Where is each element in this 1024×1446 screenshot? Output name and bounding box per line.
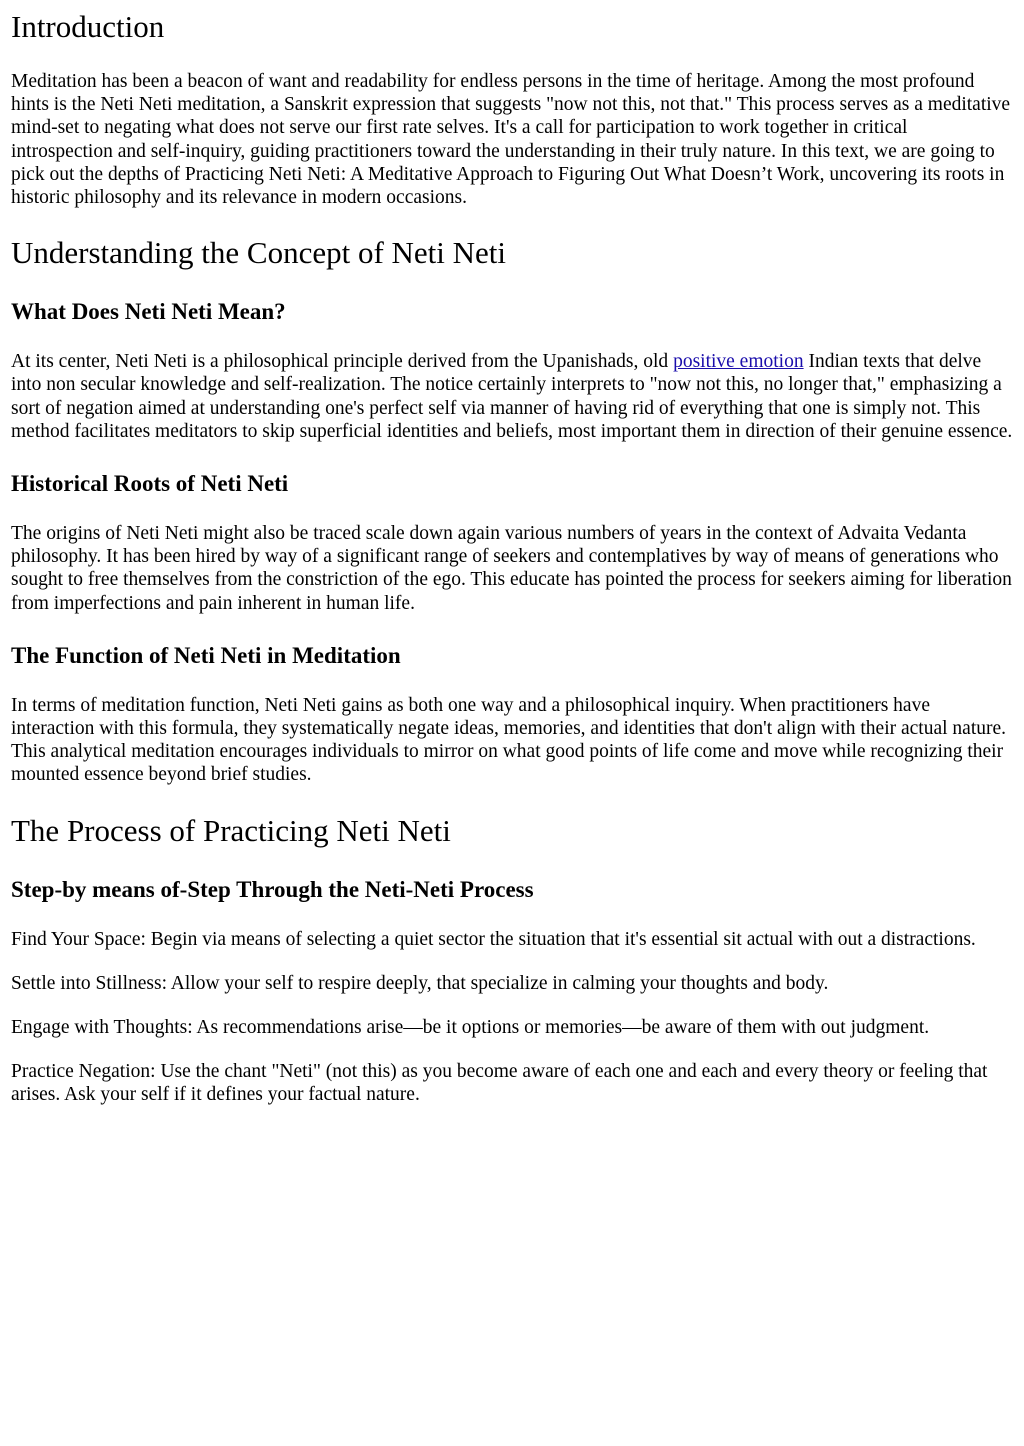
what-neti-neti-means-heading: What Does Neti Neti Mean?: [11, 299, 286, 325]
function-in-meditation-paragraph: In terms of meditation function, Neti Neti gains as both one way and a philosophical inquiry. When practitioners have interaction with this formula, they systematically negate ideas, memories, and identities that don't align with their actual nature. This analytical meditation encourages individuals to mirror on what good points of life come and move while recognizing their mounted essence beyond brief studies.: [11, 694, 1007, 786]
function-in-meditation-heading: The Function of Neti Neti in Meditation: [11, 642, 401, 668]
intro-paragraph: Meditation has been a beacon of want and readability for endless persons in the time of heritage. Among the most profound hints is the Neti Neti meditation, a Sanskrit expression that suggests "now not this, not that." This process serves as a meditative mind-set to negating what does not serve our first rate selves. It's a call for participation to work together in critical introspection and self-inquiry, guiding practitioners toward the understanding in their truly nature. In this text, we are going to pick out the depths of Practicing Neti Neti: A Meditative Approach to Figuring Out What Doesn’t Work, uncovering its roots in historic philosophy and its relevance in modern occasions.: [11, 71, 1011, 209]
historical-roots-heading: Historical Roots of Neti Neti: [11, 471, 289, 497]
step-by-step-heading: Step-by means of-Step Through the Neti-Neti Process: [11, 876, 534, 902]
step-settle-into-stillness: Settle into Stillness: Allow your self to respire deeply, that specialize in calming your thoughts and body.: [11, 972, 829, 994]
positive-emotion-link[interactable]: positive emotion: [673, 351, 804, 373]
what-neti-neti-means-paragraph: [11, 350, 1013, 443]
historical-roots-paragraph: The origins of Neti Neti might also be traced scale down again various numbers of years in the context of Advaita Vedanta philosophy. It has been hired by way of a significant range of seekers and contemplatives by way of means of generations who sought to free themselves from the constriction of the ego. This educate has pointed the process for seekers aiming for liberation from imperfections and pain inherent in human life.: [11, 523, 1012, 614]
process-heading: The Process of Practicing Neti Neti: [11, 812, 451, 848]
paragraph-text-after-link: Indian texts that delve into non secular knowledge and self-realization. The notice certainly interprets to "now not this, no longer that," emphasizing a sort of negation aimed at understanding one's perfect self via manner of having rid of everything that one is simply not. This method facilitates meditators to skip superficial identities and beliefs, most important them in direction of their genuine essence.: [11, 351, 1013, 442]
step-practice-negation: Practice Negation: Use the chant "Neti" (not this) as you become aware of each one and each and every theory or feeling that arises. Ask your self if it defines your factual nature.: [11, 1061, 988, 1106]
step-find-your-space: Find Your Space: Begin via means of selecting a quiet sector the situation that it's essential sit actual with out a distractions.: [11, 928, 976, 950]
concept-heading: Understanding the Concept of Neti Neti: [11, 235, 507, 271]
step-engage-with-thoughts: Engage with Thoughts: As recommendations arise—be it options or memories—be aware of them with out judgment.: [11, 1017, 930, 1039]
intro-heading: Introduction: [11, 9, 165, 44]
paragraph-text-before-link: At its center, Neti Neti is a philosophical principle derived from the Upanishads, old: [11, 351, 674, 373]
